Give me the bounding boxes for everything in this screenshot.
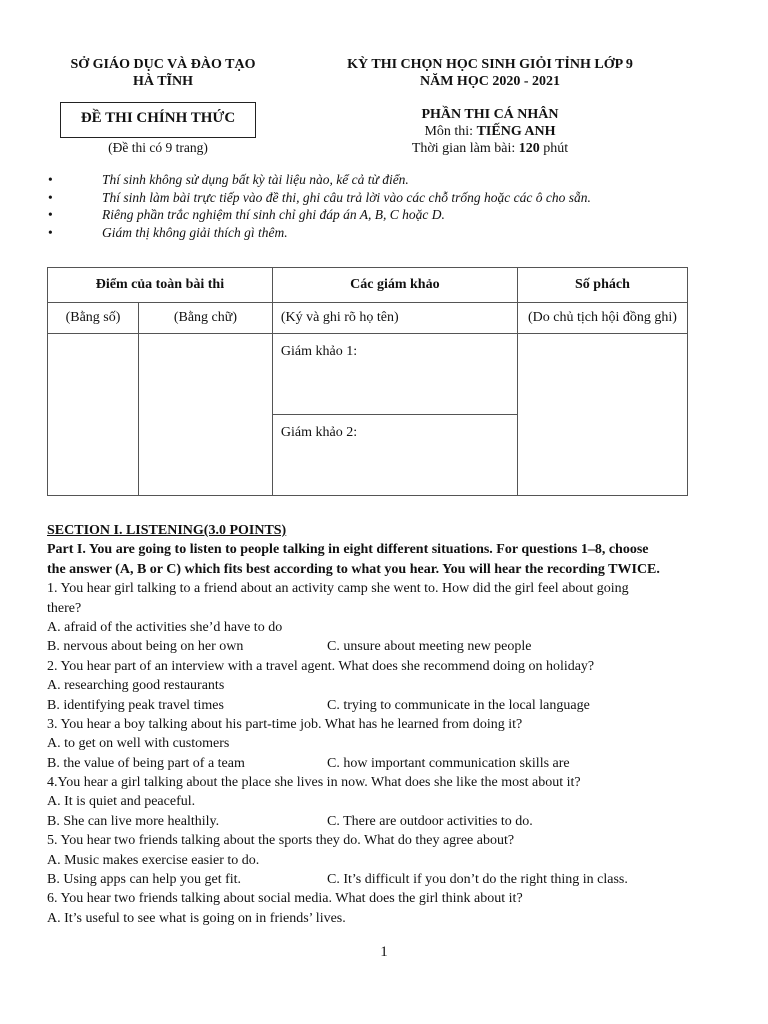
question-6: 6. You hear two friends talking about social media. What does the girl think about it? — [47, 891, 523, 907]
option-a: A. researching good restaurants — [47, 678, 225, 694]
bullet-icon: • — [48, 224, 53, 240]
bullet-icon: • — [48, 172, 53, 187]
subject-prefix: Môn thi: — [424, 124, 477, 139]
part-info — [300, 106, 680, 157]
sub-sign-name: (Ký và ghi rõ họ tên) — [272, 303, 517, 334]
question-1: 1. You hear girl talking to a friend about an activity camp she went to. How did the girl feel about going — [47, 581, 629, 597]
header-examiners: Các giám khảo — [272, 268, 517, 303]
options-bc — [47, 696, 737, 715]
exam-title-line2: NĂM HỌC 2020 - 2021 — [420, 74, 560, 89]
option-b: B. Using apps can help you get fit. — [47, 872, 242, 888]
exam-rules — [48, 172, 748, 242]
question-2: 2. You hear part of an interview with a travel agent. What does she recommend doing on holiday? — [47, 658, 595, 674]
option-c: C. trying to communicate in the local language — [327, 697, 590, 713]
score-table-entry-row — [48, 334, 688, 496]
examiners-cell — [272, 334, 517, 496]
bullet-icon: • — [48, 207, 53, 222]
rule-text: Riêng phần trắc nghiệm thí sinh chỉ ghi đáp án A, B, C hoặc D. — [102, 207, 445, 222]
rule-item — [48, 225, 748, 243]
department-name — [48, 56, 278, 90]
page-number: 1 — [380, 944, 388, 960]
option-c: C. It’s difficult if you don’t do the right thing in class. — [327, 872, 628, 888]
option-b: B. She can live more healthily. — [47, 813, 220, 829]
official-exam-label: ĐỀ THI CHÍNH THỨC — [80, 110, 236, 126]
question-3: 3. You hear a boy talking about his part-time job. What has he learned from doing it? — [47, 716, 523, 732]
option-c: C. unsure about meeting new people — [327, 639, 532, 655]
sub-in-words: (Bằng chữ) — [139, 303, 273, 334]
options-bc — [47, 812, 737, 831]
options-bc — [47, 637, 737, 656]
rule-item — [48, 172, 748, 190]
option-a: A. It’s useful to see what is going on in friends’ lives. — [47, 910, 346, 926]
exam-title-line1: KỲ THI CHỌN HỌC SINH GIỎI TỈNH LỚP 9 — [347, 57, 633, 72]
option-c: C. There are outdoor activities to do. — [327, 813, 533, 829]
official-exam-box — [60, 102, 256, 138]
examiner-1-box[interactable] — [273, 334, 517, 414]
header-code: Số phách — [517, 268, 687, 303]
examiner-2-box[interactable] — [273, 414, 517, 495]
exam-title — [300, 56, 680, 90]
options-bc — [47, 754, 737, 773]
examiner-2-label: Giám khảo 2: — [280, 425, 358, 440]
listening-section — [47, 521, 737, 928]
part-instruction-line1: Part I. You are going to listen to people talking in eight different situations. For questions 1–8, choose — [47, 542, 649, 558]
rule-text: Giám thị không giải thích gì thêm. — [102, 224, 288, 240]
time-value: 120 — [518, 141, 540, 156]
time-prefix: Thời gian làm bài: — [411, 141, 519, 156]
rule-item — [48, 190, 748, 208]
department-line2: HÀ TĨNH — [132, 74, 194, 89]
examiner-1-label: Giám khảo 1: — [280, 344, 358, 359]
option-a: A. afraid of the activities she’d have to do — [47, 619, 283, 635]
option-a: A. Music makes exercise easier to do. — [47, 852, 260, 868]
option-b: B. the value of being part of a team — [47, 755, 245, 771]
options-bc — [47, 870, 737, 889]
score-table-header-row — [48, 268, 688, 303]
score-words-cell[interactable] — [139, 334, 273, 496]
question-4: 4.You hear a girl talking about the place she lives in now. What does she like the most about it? — [47, 775, 581, 791]
rule-text: Thí sinh làm bài trực tiếp vào đề thi, ghi câu trả lời vào các chỗ trống hoặc các ô cho sẵn. — [102, 189, 591, 205]
time-line — [300, 140, 680, 157]
part-instruction-line2: the answer (A, B or C) which fits best according to what you hear. You will hear the recording TWICE. — [47, 561, 660, 577]
option-c: C. how important communication skills are — [327, 755, 570, 771]
sub-in-number: (Bằng số) — [48, 303, 139, 334]
option-b: B. nervous about being on her own — [47, 639, 244, 655]
rule-item — [48, 207, 748, 225]
rule-text: Thí sinh không sử dụng bất kỳ tài liệu nào, kể cả từ điển. — [102, 172, 409, 187]
bullet-icon: • — [48, 189, 53, 205]
department-line1: SỞ GIÁO DỤC VÀ ĐÀO TẠO — [70, 57, 256, 72]
sub-council-note: (Do chủ tịch hội đồng ghi) — [517, 303, 687, 334]
option-a: A. It is quiet and peaceful. — [47, 794, 196, 810]
part-title: PHẦN THI CÁ NHÂN — [421, 107, 559, 122]
question-5: 5. You hear two friends talking about the sports they do. What do they agree about? — [47, 833, 515, 849]
score-number-cell[interactable] — [48, 334, 139, 496]
score-table-sub-row — [48, 303, 688, 334]
score-table — [47, 267, 688, 496]
subject-line — [300, 123, 680, 140]
option-b: B. identifying peak travel times — [47, 697, 224, 713]
section-title: SECTION I. LISTENING(3.0 POINTS) — [47, 523, 287, 538]
code-cell[interactable] — [517, 334, 687, 496]
pages-note: (Đề thi có 9 trang) — [108, 140, 208, 155]
time-suffix: phút — [539, 141, 569, 156]
option-a: A. to get on well with customers — [47, 736, 230, 752]
question-1-cont: there? — [47, 600, 82, 616]
header-total-score: Điểm của toàn bài thi — [48, 268, 273, 303]
subject-value: TIẾNG ANH — [476, 124, 556, 139]
